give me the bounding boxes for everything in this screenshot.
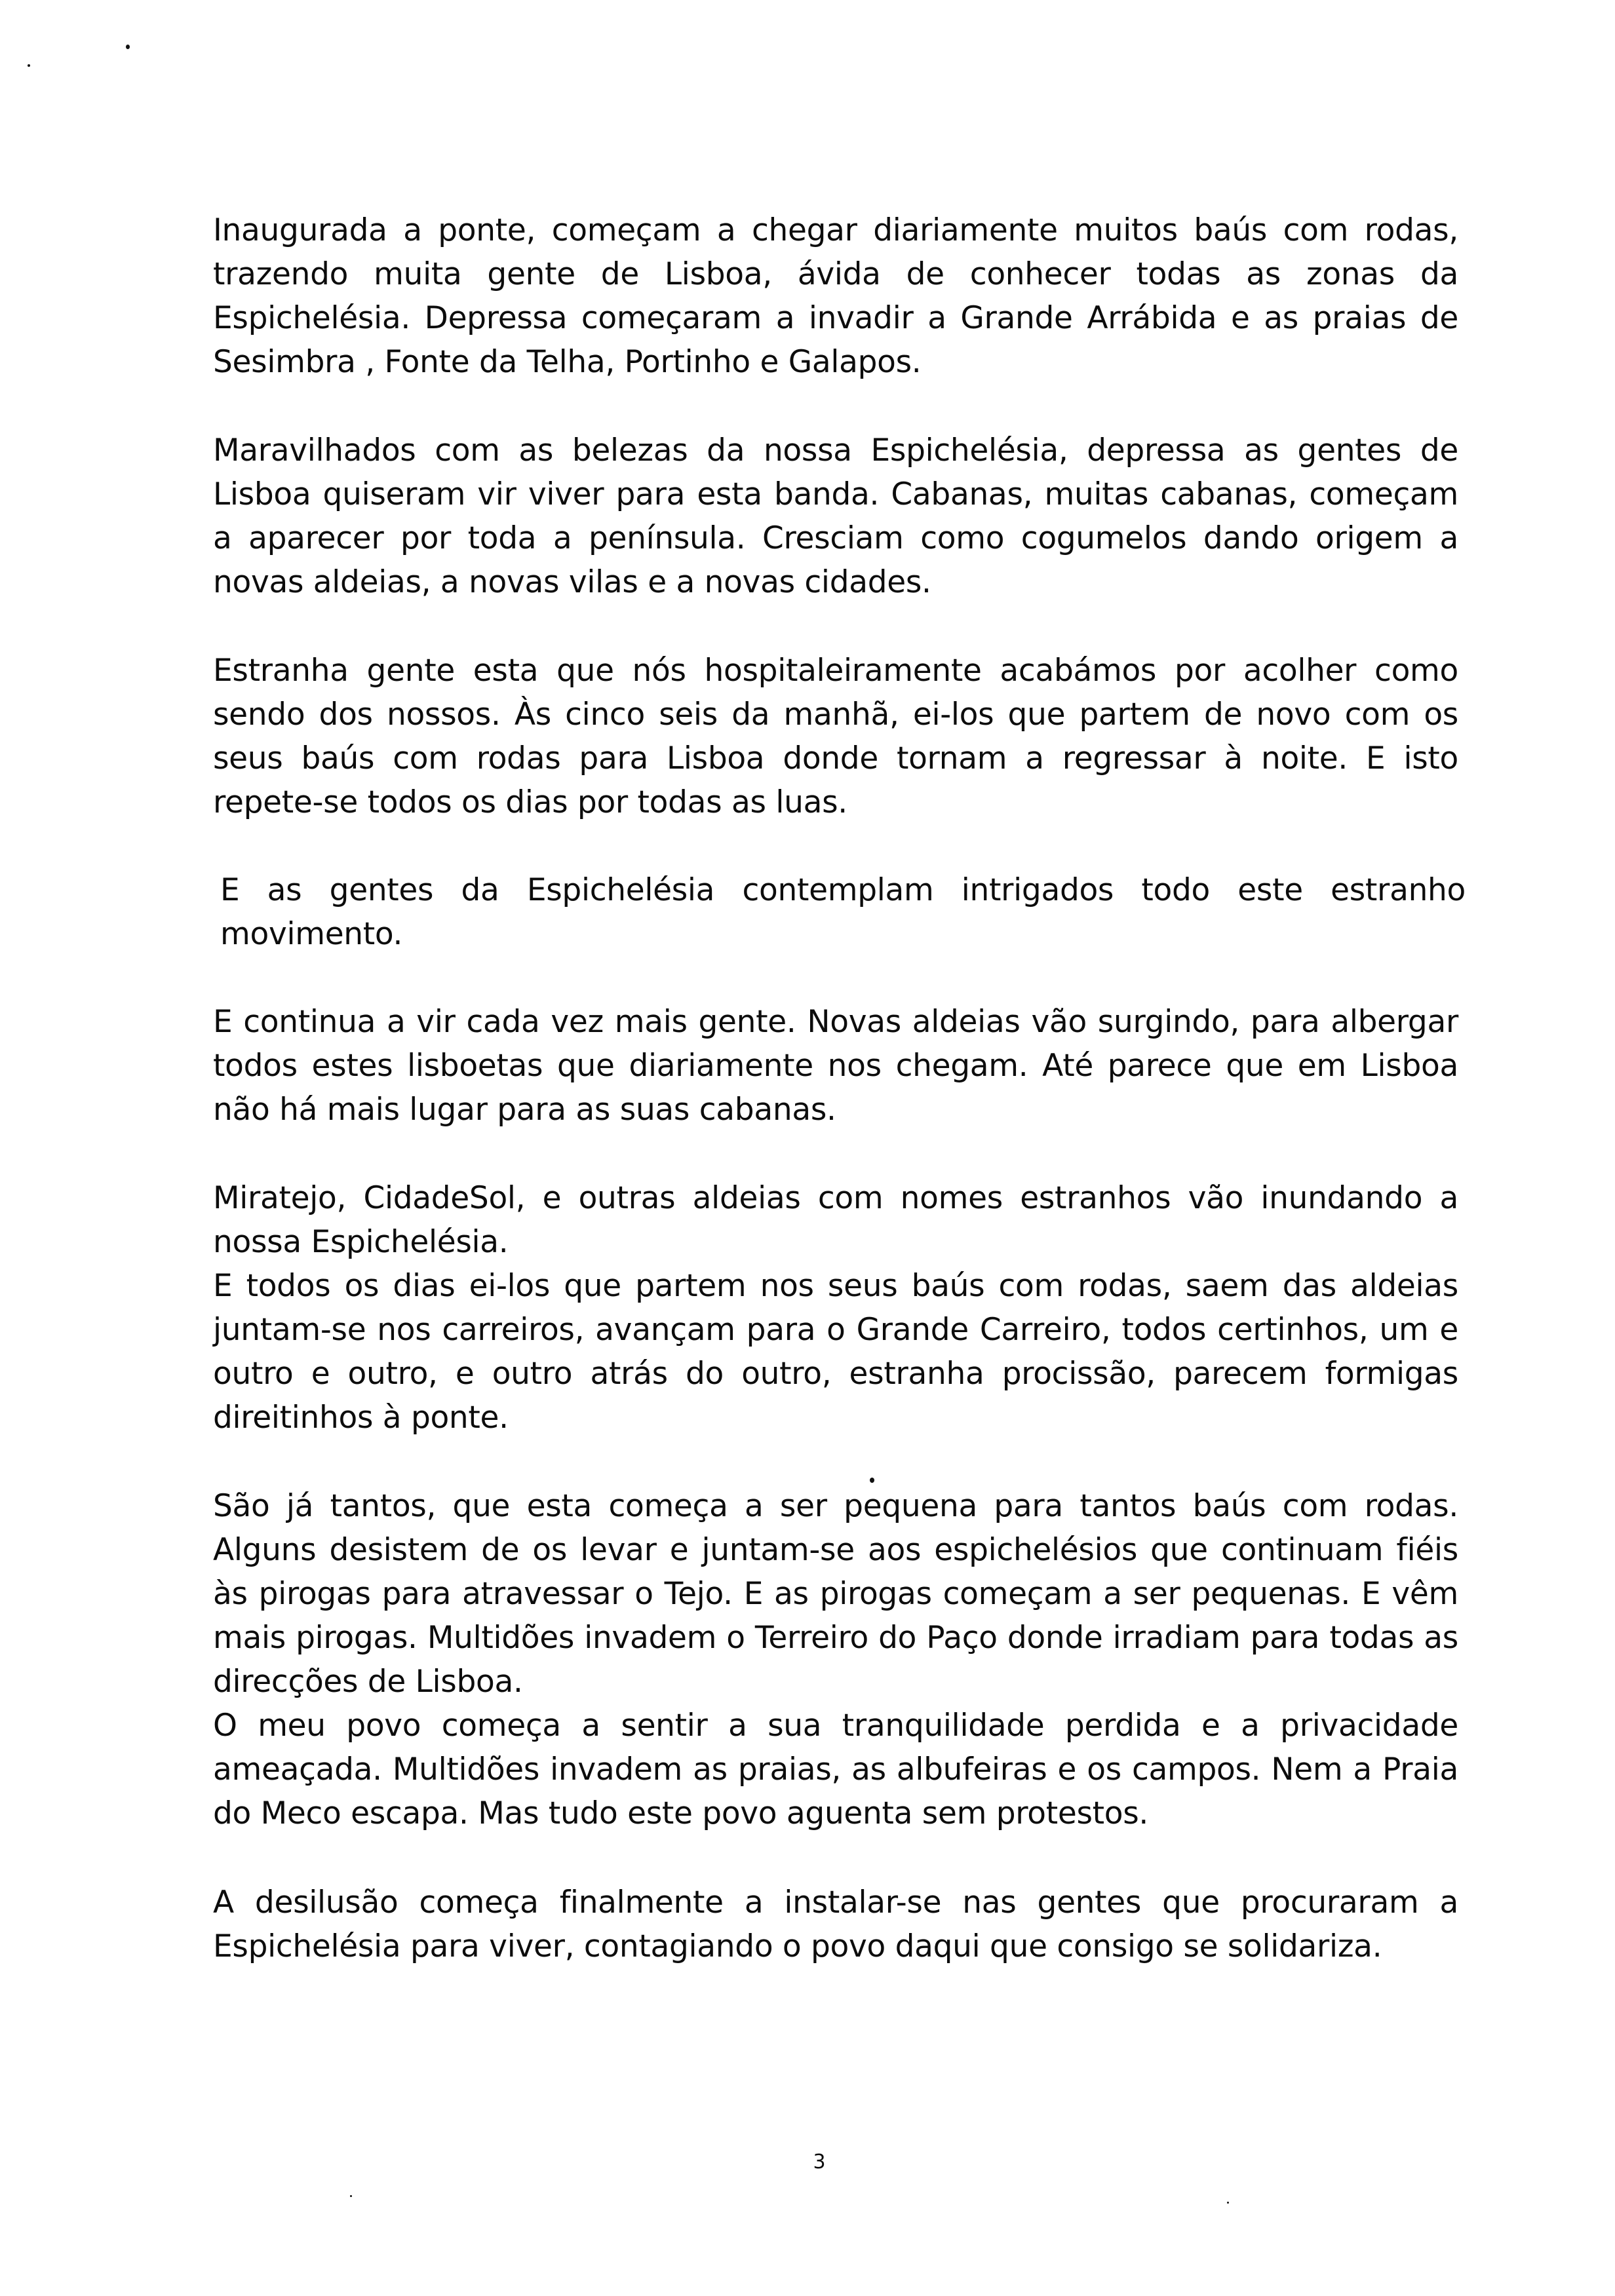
page-number: 3 [813, 2151, 826, 2173]
paragraph-2: Maravilhados com as belezas da nossa Espichelésia, depressa as gentes de Lisboa quiseram vir viver para esta banda. Cabanas, muitas cabanas, começam a aparecer por toda a península. Cresciam como cogumelos dando origem a novas aldeias, a novas vilas e a novas cidades. [213, 432, 1458, 600]
paragraph-5: E continua a vir cada vez mais gente. Novas aldeias vão surgindo, para albergar todos estes lisboetas que diariamente nos chegam. Até parece que em Lisboa não há mais lugar para as suas cabanas. [213, 1004, 1458, 1128]
paragraph-3: Estranha gente esta que nós hospitaleiramente acabámos por acolher como sendo dos nossos. Às cinco seis da manhã, ei-los que partem de novo com os seus baús com rodas para Lisboa donde tornam a regressar à noite. E isto repete-se todos os dias por todas as luas. [213, 653, 1458, 820]
paragraph-6: Miratejo, CidadeSol, e outras aldeias com nomes estranhos vão inundando a nossa Espichelésia. [213, 1180, 1458, 1260]
paragraph-9: O meu povo começa a sentir a sua tranquilidade perdida e a privacidade ameaçada. Multidões invadem as praias, as albufeiras e os campos. Nem a Praia do Meco escapa. Mas tudo este povo aguenta sem protestos. [213, 1708, 1458, 1831]
paragraph-10: A desilusão começa finalmente a instalar-se nas gentes que procuraram a Espichelésia para viver, contagiando o povo daqui que consigo se solidariza. [213, 1885, 1458, 1964]
paragraph-8: São já tantos, que esta começa a ser pequena para tantos baús com rodas. Alguns desistem de os levar e juntam-se aos espichelésios que continuam fiéis às pirogas para atravessar o Tejo. E as pirogas começam a ser pequenas. E vêm mais pirogas. Multidões invadem o Terreiro do Paço donde irradiam para todas as direcções de Lisboa. [213, 1488, 1458, 1700]
paragraph-1: Inaugurada a ponte, começam a chegar diariamente muitos baús com rodas, trazendo muita gente de Lisboa, ávida de conhecer todas as zonas da Espichelésia. Depressa começaram a invadir a Grande Arrábida e as praias de Sesimbra , Fonte da Telha, Portinho e Galapos. [213, 212, 1458, 380]
paragraph-7: E todos os dias ei-los que partem nos seus baús com rodas, saem das aldeias juntam-se nos carreiros, avançam para o Grande Carreiro, todos certinhos, um e outro e outro, e outro atrás do outro, estranha procissão, parecem formigas direitinhos à ponte. [213, 1268, 1458, 1436]
scan-speck [1227, 2202, 1229, 2204]
scan-speck [350, 2195, 352, 2197]
scan-speck [126, 45, 130, 49]
scan-speck [28, 64, 30, 67]
scan-speck [870, 1478, 874, 1483]
paragraph-4: E as gentes da Espichelésia contemplam intrigados todo este estranho movimento. [220, 872, 1466, 952]
